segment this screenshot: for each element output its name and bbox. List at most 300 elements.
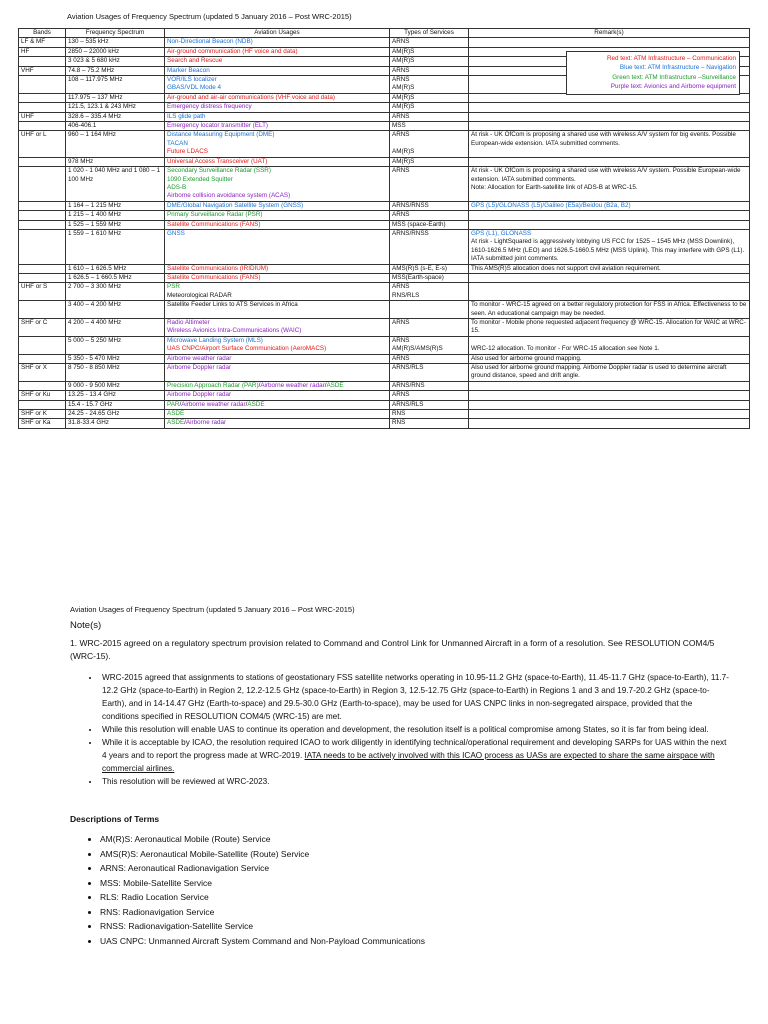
cell-band [19,122,66,131]
cell-frequency [66,273,165,282]
frequency-text: 406-406.1 [68,122,97,130]
cell-usage [165,66,390,75]
usage-text: ASDE [247,400,265,408]
cell-band [19,201,66,210]
cell-frequency [66,264,165,273]
frequency-text: 31.8-33.4 GHz [68,419,109,427]
frequency-text: 5 350 - 5 470 MHz [68,354,120,362]
cell-usage [165,211,390,220]
usage-text: GBAS/VDL Mode 4 [167,84,222,92]
service-text: ARNS [392,131,410,139]
cell-frequency [66,381,165,390]
table-row [19,364,750,382]
cell-band [19,264,66,273]
cell-service [390,38,469,47]
table-row [19,319,750,337]
service-text: AMS(R)S (s-E, E-s) [392,264,447,272]
usage-text: Satellite Communications (FANS) [167,220,261,228]
notes-label: Note(s) [70,620,102,631]
usage-text: ASDE [167,410,185,418]
cell-service [390,211,469,220]
frequency-text: 1 610 – 1 626.5 MHz [68,264,127,272]
band-text: SHF or K [21,410,47,418]
cell-band [19,211,66,220]
usage-text: / [179,400,182,408]
usage-text: Secondary Surveillance Radar (SSR) [167,167,271,175]
cell-usage [165,364,390,382]
notes-heading: Aviation Usages of Frequency Spectrum (updated 5 January 2016 – Post WRC-2015) [70,605,355,614]
table-row [19,122,750,131]
usage-text: Non-Directional Beacon (NDB) [167,38,253,46]
cell-usage [165,264,390,273]
service-text: ARNS [392,167,410,175]
usage-text: PAR [167,400,180,408]
service-text: ARNS [392,211,410,219]
table-row [19,419,750,428]
notes-section [70,605,730,948]
cell-remark [469,400,750,409]
table-row [19,391,750,400]
usage-text: PSR [167,283,180,291]
cell-usage [165,229,390,264]
cell-usage [165,38,390,47]
cell-band [19,229,66,264]
band-text: HF [21,47,30,55]
table-row [19,336,750,354]
frequency-text: 1 164 – 1 215 MHz [68,201,122,209]
note-paragraph: 1. WRC-2015 agreed on a regulatory spectrum provision related to Command and Control Link for Unmanned Aircraft in a form of a resolution. See RESOLUTION COM4/5 (WRC-15). [70,638,715,661]
remark-text: At risk - LightSquared is aggressively lobbying US FCC for 1525 – 1545 MHz (MSS Downlink), 1610-1626.5 MHz (LEO) and 1626.5-1660.5 MHz (MSS Uplink). This may interfere with GPS (L1). IATA submitted joint comments. [471,238,745,263]
frequency-text: 8 750 - 8 850 MHz [68,364,120,372]
cell-remark [469,283,750,301]
service-text: AM(R)S [392,47,415,55]
usage-text: Emergency locator transmitter (ELT) [167,122,269,130]
cell-frequency [66,93,165,102]
cell-service [390,264,469,273]
table-row [19,157,750,166]
cell-usage [165,336,390,354]
cell-frequency [66,336,165,354]
usage-text: Precision Approach Radar (PAR) [167,381,259,389]
usage-text: 1090 Extended Squitter [167,175,233,183]
service-text: AM(R)S [392,103,415,111]
frequency-text: 3 023 & 5 680 kHz [68,57,120,65]
frequency-text: 24.25 - 24.65 GHz [68,410,120,418]
cell-service [390,103,469,112]
cell-service [390,76,469,94]
term-item: • RNS: Radionavigation Service [100,905,730,920]
frequency-text: 117.975 – 137 MHz [68,93,123,101]
frequency-text: 2 700 – 3 300 MHz [68,283,122,291]
cell-usage [165,419,390,428]
service-text: AM(R)S [392,157,415,165]
service-text: ARNS [392,283,410,291]
cell-band [19,57,66,66]
cell-frequency [66,112,165,121]
term-item: • AMS(R)S: Aeronautical Mobile-Satellite (Route) Service [100,847,730,862]
cell-frequency [66,211,165,220]
usage-text: Wireless Avionics Intra-Communications (WAIC) [167,327,302,335]
service-text: ARNS [392,66,410,74]
cell-frequency [66,301,165,319]
usage-text: Primary Surveillance Radar (PSR) [167,211,263,219]
usage-text: Airborne weather radar [181,400,246,408]
usage-text: Satellite Communications (IRIDIUM) [167,264,269,272]
cell-remark [469,319,750,337]
remark-text: Also used for airborne ground mapping. [471,354,582,362]
frequency-text: 9 000 - 9 500 MHz [68,381,120,389]
remark-text: Also used for airborne ground mapping. Airborne Doppler radar is used to determine aircraft ground distance, speed and drift angle. [471,364,727,380]
service-text: ARNS/RLS [392,400,424,408]
cell-service [390,273,469,282]
cell-remark [469,38,750,47]
cell-frequency [66,419,165,428]
table-row [19,354,750,363]
table-row [19,400,750,409]
cell-band [19,167,66,202]
cell-band [19,319,66,337]
term-item: • AM(R)S: Aeronautical Mobile (Route) Service [100,832,730,847]
cell-remark [469,336,750,354]
table-row [19,38,750,47]
cell-remark [469,381,750,390]
frequency-text: 130 – 535 kHz [68,38,109,46]
usage-text: Universal Access Transceiver (UAT) [167,157,268,165]
service-text: ARNS [392,76,410,84]
remark-text: To monitor - Mobile phone requested adjacent frequency @ WRC-15. Allocation for WAIC at WRC-15. [471,319,746,335]
frequency-text: 15.4 - 15.7 GHz [68,400,113,408]
usage-text: Radio Altimeter [167,319,210,326]
remark-text: To monitor - WRC-15 agreed on a better regulatory protection for FSS in Africa. Effectiveness to be seen. An educational campaign may be needed. [471,301,747,317]
usage-text: Microwave Landing System (MLS) [167,336,263,344]
legend-surveillance: Green text: ATM Infrastructure –Surveillance [612,73,736,81]
note-bullet [100,736,730,775]
service-text: ARNS/RLS [392,364,424,372]
cell-frequency [66,167,165,202]
table-row [19,301,750,319]
cell-usage [165,93,390,102]
usage-text: Airborne Doppler radar [167,364,232,372]
usage-text: / [184,419,186,427]
table-row [19,283,750,301]
cell-remark [469,157,750,166]
frequency-text: 4 200 – 4 400 MHz [68,319,122,326]
usage-text: Air-ground and air-air communications (VHF voice and data) [167,93,335,101]
usage-text: ASDE [167,419,185,427]
frequency-text: 1 525 – 1 559 MHz [68,220,122,228]
cell-band [19,93,66,102]
usage-text: Search and Rescue [167,57,223,65]
cell-remark [469,220,750,229]
service-text: MSS(Earth-space) [392,273,444,281]
cell-service [390,47,469,56]
cell-service [390,122,469,131]
frequency-text: 960 – 1 164 MHz [68,131,116,139]
cell-usage [165,319,390,337]
legend-avionics: Purple text: Avionics and Airborne equipment [610,83,736,91]
usage-text: / [258,381,261,389]
usage-text: / [324,381,327,389]
usage-text: Airborne radar [185,419,227,427]
table-header-row [19,29,750,38]
note-bullet-underlined: IATA needs to be actively involved with this ICAO process as UASs are expected to share the same airspace with commercial airlines. [102,751,715,773]
remark-text [471,337,747,345]
service-text: ARNS [392,336,410,344]
band-text: SHF or Ku [21,391,51,399]
cell-usage [165,391,390,400]
service-text: AM(R)S [392,93,415,101]
cell-frequency [66,122,165,131]
cell-frequency [66,391,165,400]
cell-usage [165,167,390,202]
usage-text: Meteorological RADAR [167,291,232,299]
cell-remark [469,229,750,264]
usage-text: / [245,400,248,408]
cell-usage [165,410,390,419]
cell-remark [469,301,750,319]
usage-text: Air-ground communication (HF voice and data) [167,47,298,55]
cell-remark [469,211,750,220]
table-row [19,229,750,264]
term-item: • UAS CNPC: Unmanned Aircraft System Command and Non-Payload Communications [100,934,730,949]
table-row [19,131,750,157]
table-row [19,381,750,390]
service-text: RNS [392,410,406,418]
service-text: AM(R)S [392,57,415,65]
usage-text: UAS CNPC/Airport Surface Communication (AeroMACS) [167,345,327,353]
cell-frequency [66,131,165,157]
cell-usage [165,400,390,409]
band-text: SHF or C [21,319,48,326]
cell-service [390,410,469,419]
cell-band [19,400,66,409]
cell-band [19,419,66,428]
frequency-text: 1 559 – 1 610 MHz [68,229,122,237]
service-text: ARNS [392,391,410,399]
table-row [19,167,750,202]
cell-usage [165,57,390,66]
cell-frequency [66,354,165,363]
cell-usage [165,354,390,363]
header-frequency: Frequency Spectrum [66,29,165,38]
usage-text: ADS-B [167,183,187,191]
cell-usage [165,122,390,131]
cell-frequency [66,157,165,166]
cell-band [19,301,66,319]
cell-frequency [66,103,165,112]
table-row [19,211,750,220]
cell-remark [469,264,750,273]
term-item: • MSS: Mobile-Satellite Service [100,876,730,891]
remark-text: GPS (L5)/GLONASS (L5)/Galileo (E5a)/Beidou (B2a, B2) [471,201,631,209]
term-item: • ARNS: Aeronautical Radionavigation Service [100,861,730,876]
cell-usage [165,103,390,112]
usage-text: ASDE [326,381,344,389]
cell-band [19,336,66,354]
cell-remark [469,103,750,112]
cell-usage [165,157,390,166]
cell-remark [469,364,750,382]
frequency-text: 5 000 – 5 250 MHz [68,336,122,344]
header-services: Types of Services [390,29,469,38]
usage-text: Satellite Feeder Links to ATS Services in Africa [167,301,298,309]
header-usages: Aviation Usages [165,29,390,38]
cell-service [390,66,469,75]
frequency-text: 2850 – 22000 kHz [68,47,120,55]
usage-text: Airborne weather radar [167,354,232,362]
service-text: MSS [392,122,406,130]
cell-service [390,319,469,337]
band-text: UHF or S [21,283,48,291]
service-text: ARNS [392,354,410,362]
cell-remark [469,112,750,121]
service-text: ARNS [392,112,410,120]
cell-frequency [66,38,165,47]
term-item: • RNSS: Radionavigation-Satellite Service [100,919,730,934]
cell-band [19,364,66,382]
cell-band [19,391,66,400]
color-legend [566,51,740,95]
cell-frequency [66,76,165,94]
note-bullet: • While this resolution will enable UAS to continue its operation and development, the resolution itself is a political compromise among States, so it is far from being ideal. [100,723,730,736]
frequency-text: 978 MHz [68,157,94,165]
frequency-text: 1 020 - 1 040 MHz and 1 080 – 1 100 MHz [68,167,161,183]
cell-remark [469,419,750,428]
usage-text: Airborne Doppler radar [167,391,232,399]
cell-frequency [66,410,165,419]
cell-service [390,283,469,301]
cell-frequency [66,57,165,66]
band-text: LF & MF [21,38,46,46]
usage-text: TACAN [167,139,188,147]
cell-service [390,354,469,363]
cell-usage [165,201,390,210]
usage-text: DME/Global Navigation Satellite System (GNSS) [167,201,304,209]
cell-service [390,112,469,121]
remark-text: GPS (L1), GLONASS [471,229,532,237]
frequency-text: 3 400 – 4 200 MHz [68,301,122,309]
cell-remark [469,391,750,400]
frequency-text: 121.5, 123.1 & 243 MHz [68,103,136,111]
cell-service [390,167,469,202]
cell-band [19,38,66,47]
remark-text: This AMS(R)S allocation does not support civil aviation requirement. [471,264,661,272]
service-text: RNS/RLS [392,291,420,299]
service-text: RNS [392,419,406,427]
service-text: AM(R)S [392,148,415,156]
band-text: SHF or X [21,364,47,372]
cell-remark [469,201,750,210]
cell-service [390,131,469,157]
service-text: AM(R)S [392,84,415,92]
band-text: UHF [21,112,34,120]
table-row [19,273,750,282]
cell-frequency [66,201,165,210]
cell-frequency [66,283,165,301]
service-text: ARNS/RNSS [392,229,429,237]
cell-usage [165,283,390,301]
cell-service [390,336,469,354]
cell-remark [469,122,750,131]
terms-heading: Descriptions of Terms [70,814,160,824]
cell-band [19,283,66,301]
usage-text: VOR/ILS localizer [167,76,217,84]
remark-text: WRC-12 allocation. To monitor - For WRC-15 allocation see Note 1. [471,345,660,353]
usage-text: Distance Measuring Equipment (DME) [167,131,275,139]
table-row [19,201,750,210]
table-row [19,220,750,229]
terms-list [70,832,730,948]
usage-text: ILS glide path [167,112,206,120]
cell-service [390,400,469,409]
cell-usage [165,301,390,319]
table-row [19,264,750,273]
note-bullets [70,671,730,788]
cell-band [19,131,66,157]
remark-text: Note: Allocation for Earth-satellite link of ADS-B at WRC-15. [471,183,638,191]
band-text: VHF [21,66,34,74]
cell-remark [469,131,750,157]
cell-service [390,229,469,264]
usage-text: Airborne weather radar [260,381,325,389]
term-item: • RLS: Radio Location Service [100,890,730,905]
cell-remark [469,273,750,282]
cell-service [390,301,469,319]
cell-usage [165,76,390,94]
page-title: Aviation Usages of Frequency Spectrum (updated 5 January 2016 – Post WRC-2015) [67,12,352,21]
cell-usage [165,273,390,282]
legend-communication: Red text: ATM Infrastructure – Communication [606,55,736,62]
cell-frequency [66,66,165,75]
note-bullet: • This resolution will be reviewed at WRC-2023. [100,775,730,788]
cell-frequency [66,364,165,382]
service-text: ARNS/RNS [392,381,425,389]
service-text [392,140,466,148]
service-text: ARNS [392,38,410,46]
cell-band [19,220,66,229]
cell-band [19,381,66,390]
cell-remark [469,354,750,363]
cell-band [19,66,66,75]
cell-frequency [66,400,165,409]
cell-frequency [66,319,165,337]
cell-service [390,391,469,400]
usage-text: Marker Beacon [167,66,210,74]
table-row [19,103,750,112]
frequency-text: 108 – 117.975 MHz [68,76,123,84]
service-text: ARNS/RNSS [392,201,429,209]
frequency-text: 74.8 – 75.2 MHz [68,66,115,74]
cell-frequency [66,47,165,56]
cell-frequency [66,220,165,229]
cell-remark [469,167,750,202]
header-bands: Bands [19,29,66,38]
band-text: UHF or L [21,131,47,139]
cell-band [19,354,66,363]
usage-text: Airborne collision avoidance system (ACAS) [167,192,291,200]
frequency-text: 13.25 - 13.4 GHz [68,391,116,399]
cell-band [19,112,66,121]
cell-band [19,410,66,419]
usage-text: Emergency distress frequency [167,103,252,111]
cell-usage [165,47,390,56]
cell-remark [469,410,750,419]
remark-text: At risk - UK OfCom is proposing a shared use with wireless A/V system for big events. Possible European-wide extension. IATA submitted comments. [471,131,736,147]
table-row [19,410,750,419]
note-bullet: • WRC-2015 agreed that assignments to stations of geostationary FSS satellite networks operating in 10.95-11.2 GHz (space-to-Earth), 11.45-11.7 GHz (space-to-Earth), 11.7-12.2 GHz (space-to-Earth) in Region 2, 12.2-12.5 GHz (space-to-Earth) in Region 3, 12.5-12.75 GHz (space-to-Earth) in Regions 1 and 3 and 19.7-20.2 GHz (space-to-Earth), and in 14-14.47 GHz (Earth-to-space) and 29.5-30.0 GHz (Earth-to-space), may be used for UAS CNPC links in non-segregated airspace, provided that the conditions specified in RESOLUTION COM4/5 (WRC-15) are met. [100,671,730,723]
frequency-text: 1 626.5 – 1 660.5 MHz [68,273,132,281]
band-text: SHF or Ka [21,419,51,427]
